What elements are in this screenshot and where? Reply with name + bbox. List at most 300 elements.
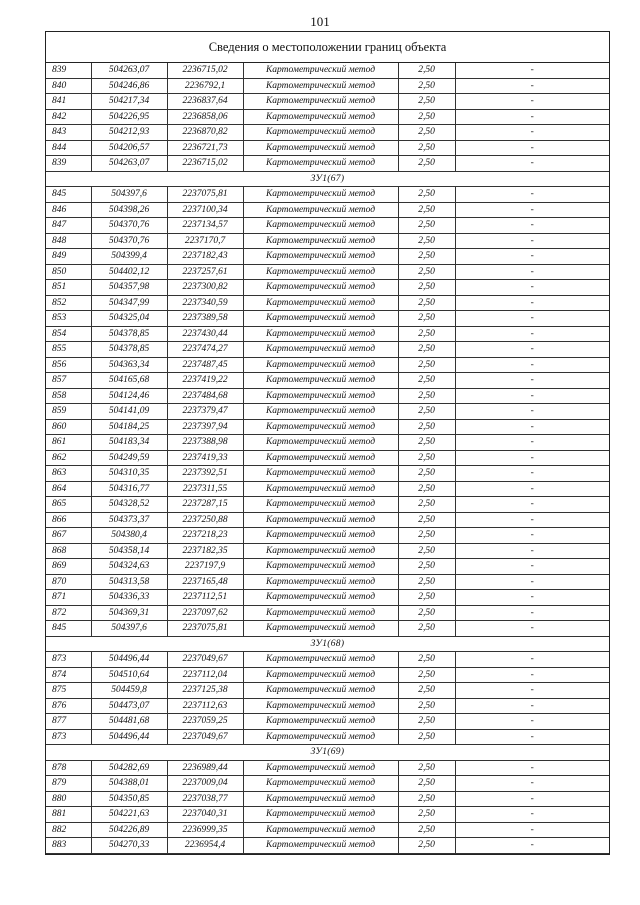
x-coordinate-cell: 504496,44 [91, 652, 167, 668]
point-number-cell: 844 [46, 140, 91, 156]
table-row [46, 590, 609, 606]
accuracy-cell: 2,50 [398, 791, 455, 807]
method-cell: Картометрический метод [243, 760, 398, 776]
point-number-cell: 866 [46, 512, 91, 528]
point-number-cell: 852 [46, 295, 91, 311]
accuracy-cell: 2,50 [398, 528, 455, 544]
method-cell: Картометрический метод [243, 249, 398, 265]
table-row [46, 249, 609, 265]
method-cell: Картометрический метод [243, 652, 398, 668]
table-row [46, 698, 609, 714]
note-cell: - [455, 559, 609, 575]
table-row [46, 605, 609, 621]
accuracy-cell: 2,50 [398, 264, 455, 280]
accuracy-cell: 2,50 [398, 311, 455, 327]
y-coordinate-cell: 2237419,33 [167, 450, 243, 466]
x-coordinate-cell: 504263,07 [91, 63, 167, 78]
point-number-cell: 883 [46, 838, 91, 854]
table-row [46, 714, 609, 730]
method-cell: Картометрический метод [243, 140, 398, 156]
point-number-cell: 854 [46, 326, 91, 342]
x-coordinate-cell: 504310,35 [91, 466, 167, 482]
method-cell: Картометрический метод [243, 574, 398, 590]
note-cell: - [455, 78, 609, 94]
table-row [46, 621, 609, 637]
y-coordinate-cell: 2237009,04 [167, 776, 243, 792]
y-coordinate-cell: 2237170,7 [167, 233, 243, 249]
note-cell: - [455, 822, 609, 838]
method-cell: Картометрический метод [243, 822, 398, 838]
x-coordinate-cell: 504165,68 [91, 373, 167, 389]
accuracy-cell: 2,50 [398, 760, 455, 776]
y-coordinate-cell: 2237075,81 [167, 187, 243, 203]
note-cell: - [455, 357, 609, 373]
point-number-cell: 840 [46, 78, 91, 94]
point-number-cell: 841 [46, 94, 91, 110]
x-coordinate-cell: 504397,6 [91, 187, 167, 203]
x-coordinate-cell: 504378,85 [91, 342, 167, 358]
y-coordinate-cell: 2237474,27 [167, 342, 243, 358]
x-coordinate-cell: 504313,58 [91, 574, 167, 590]
method-cell: Картометрический метод [243, 202, 398, 218]
point-number-cell: 873 [46, 652, 91, 668]
table-row [46, 419, 609, 435]
table-row [46, 202, 609, 218]
point-number-cell: 880 [46, 791, 91, 807]
method-cell: Картометрический метод [243, 295, 398, 311]
x-coordinate-cell: 504350,85 [91, 791, 167, 807]
accuracy-cell: 2,50 [398, 543, 455, 559]
y-coordinate-cell: 2237112,63 [167, 698, 243, 714]
note-cell: - [455, 512, 609, 528]
table-row [46, 140, 609, 156]
point-number-cell: 862 [46, 450, 91, 466]
x-coordinate-cell: 504184,25 [91, 419, 167, 435]
point-number-cell: 849 [46, 249, 91, 265]
section-label: ЗУ1(67) [46, 171, 609, 187]
method-cell: Картометрический метод [243, 388, 398, 404]
note-cell: - [455, 233, 609, 249]
y-coordinate-cell: 2237134,57 [167, 218, 243, 234]
note-cell: - [455, 435, 609, 451]
point-number-cell: 868 [46, 543, 91, 559]
accuracy-cell: 2,50 [398, 497, 455, 513]
point-number-cell: 847 [46, 218, 91, 234]
note-cell: - [455, 698, 609, 714]
note-cell: - [455, 218, 609, 234]
table-row [46, 481, 609, 497]
accuracy-cell: 2,50 [398, 776, 455, 792]
x-coordinate-cell: 504370,76 [91, 218, 167, 234]
y-coordinate-cell: 2237379,47 [167, 404, 243, 420]
point-number-cell: 864 [46, 481, 91, 497]
point-number-cell: 861 [46, 435, 91, 451]
table-row [46, 683, 609, 699]
note-cell: - [455, 590, 609, 606]
x-coordinate-cell: 504221,63 [91, 807, 167, 823]
point-number-cell: 848 [46, 233, 91, 249]
method-cell: Картометрический метод [243, 683, 398, 699]
note-cell: - [455, 760, 609, 776]
table-row [46, 78, 609, 94]
table-row [46, 233, 609, 249]
y-coordinate-cell: 2237487,45 [167, 357, 243, 373]
method-cell: Картометрический метод [243, 233, 398, 249]
table-row [46, 311, 609, 327]
y-coordinate-cell: 2237097,62 [167, 605, 243, 621]
page-number: 101 [310, 14, 330, 29]
x-coordinate-cell: 504249,59 [91, 450, 167, 466]
y-coordinate-cell: 2236715,02 [167, 156, 243, 172]
method-cell: Картометрический метод [243, 807, 398, 823]
y-coordinate-cell: 2237257,61 [167, 264, 243, 280]
accuracy-cell: 2,50 [398, 295, 455, 311]
method-cell: Картометрический метод [243, 714, 398, 730]
accuracy-cell: 2,50 [398, 512, 455, 528]
method-cell: Картометрический метод [243, 621, 398, 637]
point-number-cell: 873 [46, 729, 91, 745]
method-cell: Картометрический метод [243, 776, 398, 792]
accuracy-cell: 2,50 [398, 63, 455, 78]
table-row [46, 497, 609, 513]
x-coordinate-cell: 504263,07 [91, 156, 167, 172]
y-coordinate-cell: 2237075,81 [167, 621, 243, 637]
point-number-cell: 875 [46, 683, 91, 699]
note-cell: - [455, 311, 609, 327]
x-coordinate-cell: 504325,04 [91, 311, 167, 327]
accuracy-cell: 2,50 [398, 838, 455, 854]
accuracy-cell: 2,50 [398, 109, 455, 125]
x-coordinate-cell: 504398,26 [91, 202, 167, 218]
note-cell: - [455, 528, 609, 544]
x-coordinate-cell: 504363,34 [91, 357, 167, 373]
x-coordinate-cell: 504328,52 [91, 497, 167, 513]
accuracy-cell: 2,50 [398, 388, 455, 404]
point-number-cell: 839 [46, 156, 91, 172]
method-cell: Картометрический метод [243, 729, 398, 745]
x-coordinate-cell: 504402,12 [91, 264, 167, 280]
table-title: Сведения о местоположении границ объекта [46, 32, 609, 63]
table-row [46, 528, 609, 544]
y-coordinate-cell: 2237287,15 [167, 497, 243, 513]
y-coordinate-cell: 2237040,31 [167, 807, 243, 823]
method-cell: Картометрический метод [243, 125, 398, 141]
point-number-cell: 870 [46, 574, 91, 590]
y-coordinate-cell: 2237038,77 [167, 791, 243, 807]
y-coordinate-cell: 2237340,59 [167, 295, 243, 311]
coordinates-table-body [46, 63, 609, 853]
point-number-cell: 853 [46, 311, 91, 327]
y-coordinate-cell: 2236858,06 [167, 109, 243, 125]
note-cell: - [455, 125, 609, 141]
accuracy-cell: 2,50 [398, 280, 455, 296]
method-cell: Картометрический метод [243, 94, 398, 110]
y-coordinate-cell: 2237484,68 [167, 388, 243, 404]
table-row [46, 450, 609, 466]
accuracy-cell: 2,50 [398, 326, 455, 342]
y-coordinate-cell: 2236837,64 [167, 94, 243, 110]
x-coordinate-cell: 504358,14 [91, 543, 167, 559]
table-row [46, 791, 609, 807]
note-cell: - [455, 497, 609, 513]
accuracy-cell: 2,50 [398, 559, 455, 575]
x-coordinate-cell: 504373,37 [91, 512, 167, 528]
method-cell: Картометрический метод [243, 450, 398, 466]
point-number-cell: 878 [46, 760, 91, 776]
table-row [46, 109, 609, 125]
method-cell: Картометрический метод [243, 326, 398, 342]
note-cell: - [455, 295, 609, 311]
point-number-cell: 843 [46, 125, 91, 141]
accuracy-cell: 2,50 [398, 605, 455, 621]
x-coordinate-cell: 504380,4 [91, 528, 167, 544]
table-row [46, 729, 609, 745]
table-row [46, 543, 609, 559]
y-coordinate-cell: 2237430,44 [167, 326, 243, 342]
point-number-cell: 874 [46, 667, 91, 683]
y-coordinate-cell: 2237165,48 [167, 574, 243, 590]
accuracy-cell: 2,50 [398, 249, 455, 265]
table-row [46, 125, 609, 141]
x-coordinate-cell: 504459,8 [91, 683, 167, 699]
method-cell: Картометрический метод [243, 559, 398, 575]
note-cell: - [455, 729, 609, 745]
accuracy-cell: 2,50 [398, 419, 455, 435]
accuracy-cell: 2,50 [398, 78, 455, 94]
x-coordinate-cell: 504336,33 [91, 590, 167, 606]
accuracy-cell: 2,50 [398, 125, 455, 141]
table-row [46, 652, 609, 668]
note-cell: - [455, 109, 609, 125]
note-cell: - [455, 543, 609, 559]
y-coordinate-cell: 2237388,98 [167, 435, 243, 451]
table-row [46, 388, 609, 404]
method-cell: Картометрический метод [243, 667, 398, 683]
method-cell: Картометрический метод [243, 311, 398, 327]
table-row [46, 357, 609, 373]
method-cell: Картометрический метод [243, 838, 398, 854]
note-cell: - [455, 683, 609, 699]
boundary-table-sheet [45, 31, 610, 855]
accuracy-cell: 2,50 [398, 466, 455, 482]
x-coordinate-cell: 504481,68 [91, 714, 167, 730]
method-cell: Картометрический метод [243, 605, 398, 621]
point-number-cell: 882 [46, 822, 91, 838]
note-cell: - [455, 156, 609, 172]
method-cell: Картометрический метод [243, 497, 398, 513]
point-number-cell: 860 [46, 419, 91, 435]
point-number-cell: 845 [46, 187, 91, 203]
accuracy-cell: 2,50 [398, 218, 455, 234]
method-cell: Картометрический метод [243, 109, 398, 125]
accuracy-cell: 2,50 [398, 698, 455, 714]
accuracy-cell: 2,50 [398, 140, 455, 156]
accuracy-cell: 2,50 [398, 435, 455, 451]
point-number-cell: 842 [46, 109, 91, 125]
method-cell: Картометрический метод [243, 528, 398, 544]
table-row [46, 280, 609, 296]
x-coordinate-cell: 504212,93 [91, 125, 167, 141]
method-cell: Картометрический метод [243, 543, 398, 559]
y-coordinate-cell: 2237250,88 [167, 512, 243, 528]
accuracy-cell: 2,50 [398, 667, 455, 683]
point-number-cell: 857 [46, 373, 91, 389]
y-coordinate-cell: 2237392,51 [167, 466, 243, 482]
accuracy-cell: 2,50 [398, 187, 455, 203]
x-coordinate-cell: 504347,99 [91, 295, 167, 311]
y-coordinate-cell: 2237100,34 [167, 202, 243, 218]
note-cell: - [455, 249, 609, 265]
table-row [46, 466, 609, 482]
table-row [46, 559, 609, 575]
point-number-cell: 856 [46, 357, 91, 373]
y-coordinate-cell: 2236715,02 [167, 63, 243, 78]
accuracy-cell: 2,50 [398, 342, 455, 358]
x-coordinate-cell: 504510,64 [91, 667, 167, 683]
y-coordinate-cell: 2237049,67 [167, 652, 243, 668]
table-row [46, 295, 609, 311]
x-coordinate-cell: 504217,34 [91, 94, 167, 110]
accuracy-cell: 2,50 [398, 94, 455, 110]
method-cell: Картометрический метод [243, 373, 398, 389]
note-cell: - [455, 652, 609, 668]
method-cell: Картометрический метод [243, 435, 398, 451]
x-coordinate-cell: 504388,01 [91, 776, 167, 792]
point-number-cell: 876 [46, 698, 91, 714]
table-row [46, 807, 609, 823]
note-cell: - [455, 373, 609, 389]
y-coordinate-cell: 2236721,73 [167, 140, 243, 156]
table-row [46, 94, 609, 110]
accuracy-cell: 2,50 [398, 233, 455, 249]
x-coordinate-cell: 504357,98 [91, 280, 167, 296]
x-coordinate-cell: 504246,86 [91, 78, 167, 94]
y-coordinate-cell: 2236954,4 [167, 838, 243, 854]
method-cell: Картометрический метод [243, 264, 398, 280]
method-cell: Картометрический метод [243, 481, 398, 497]
note-cell: - [455, 838, 609, 854]
point-number-cell: 855 [46, 342, 91, 358]
note-cell: - [455, 404, 609, 420]
x-coordinate-cell: 504378,85 [91, 326, 167, 342]
note-cell: - [455, 605, 609, 621]
x-coordinate-cell: 504183,34 [91, 435, 167, 451]
note-cell: - [455, 264, 609, 280]
method-cell: Картометрический метод [243, 791, 398, 807]
note-cell: - [455, 807, 609, 823]
accuracy-cell: 2,50 [398, 481, 455, 497]
accuracy-cell: 2,50 [398, 807, 455, 823]
point-number-cell: 845 [46, 621, 91, 637]
y-coordinate-cell: 2237397,94 [167, 419, 243, 435]
table-row [46, 838, 609, 854]
y-coordinate-cell: 2237112,04 [167, 667, 243, 683]
table-row [46, 63, 609, 78]
table-row [46, 218, 609, 234]
x-coordinate-cell: 504473,07 [91, 698, 167, 714]
note-cell: - [455, 466, 609, 482]
method-cell: Картометрический метод [243, 342, 398, 358]
point-number-cell: 851 [46, 280, 91, 296]
point-number-cell: 858 [46, 388, 91, 404]
note-cell: - [455, 187, 609, 203]
accuracy-cell: 2,50 [398, 822, 455, 838]
accuracy-cell: 2,50 [398, 729, 455, 745]
method-cell: Картометрический метод [243, 63, 398, 78]
y-coordinate-cell: 2237182,43 [167, 249, 243, 265]
table-row [46, 156, 609, 172]
note-cell: - [455, 419, 609, 435]
point-number-cell: 865 [46, 497, 91, 513]
method-cell: Картометрический метод [243, 419, 398, 435]
y-coordinate-cell: 2237112,51 [167, 590, 243, 606]
point-number-cell: 850 [46, 264, 91, 280]
section-header-row [46, 171, 609, 187]
point-number-cell: 859 [46, 404, 91, 420]
y-coordinate-cell: 2236989,44 [167, 760, 243, 776]
method-cell: Картометрический метод [243, 590, 398, 606]
x-coordinate-cell: 504399,4 [91, 249, 167, 265]
y-coordinate-cell: 2236870,82 [167, 125, 243, 141]
section-label: ЗУ1(68) [46, 636, 609, 652]
table-row [46, 822, 609, 838]
point-number-cell: 877 [46, 714, 91, 730]
point-number-cell: 863 [46, 466, 91, 482]
table-row [46, 404, 609, 420]
x-coordinate-cell: 504124,46 [91, 388, 167, 404]
y-coordinate-cell: 2237419,22 [167, 373, 243, 389]
y-coordinate-cell: 2237311,55 [167, 481, 243, 497]
point-number-cell: 871 [46, 590, 91, 606]
table-row [46, 187, 609, 203]
section-header-row [46, 745, 609, 761]
method-cell: Картометрический метод [243, 218, 398, 234]
method-cell: Картометрический метод [243, 280, 398, 296]
accuracy-cell: 2,50 [398, 357, 455, 373]
table-row [46, 342, 609, 358]
note-cell: - [455, 388, 609, 404]
table-row [46, 776, 609, 792]
method-cell: Картометрический метод [243, 156, 398, 172]
table-row [46, 435, 609, 451]
accuracy-cell: 2,50 [398, 714, 455, 730]
accuracy-cell: 2,50 [398, 404, 455, 420]
x-coordinate-cell: 504141,09 [91, 404, 167, 420]
y-coordinate-cell: 2236792,1 [167, 78, 243, 94]
accuracy-cell: 2,50 [398, 621, 455, 637]
y-coordinate-cell: 2237300,82 [167, 280, 243, 296]
point-number-cell: 872 [46, 605, 91, 621]
x-coordinate-cell: 504397,6 [91, 621, 167, 637]
point-number-cell: 881 [46, 807, 91, 823]
note-cell: - [455, 667, 609, 683]
x-coordinate-cell: 504206,57 [91, 140, 167, 156]
table-row [46, 326, 609, 342]
note-cell: - [455, 714, 609, 730]
note-cell: - [455, 342, 609, 358]
note-cell: - [455, 140, 609, 156]
table-row [46, 373, 609, 389]
accuracy-cell: 2,50 [398, 590, 455, 606]
method-cell: Картометрический метод [243, 78, 398, 94]
table-row [46, 574, 609, 590]
point-number-cell: 846 [46, 202, 91, 218]
accuracy-cell: 2,50 [398, 202, 455, 218]
y-coordinate-cell: 2237182,35 [167, 543, 243, 559]
method-cell: Картометрический метод [243, 698, 398, 714]
note-cell: - [455, 63, 609, 78]
accuracy-cell: 2,50 [398, 574, 455, 590]
